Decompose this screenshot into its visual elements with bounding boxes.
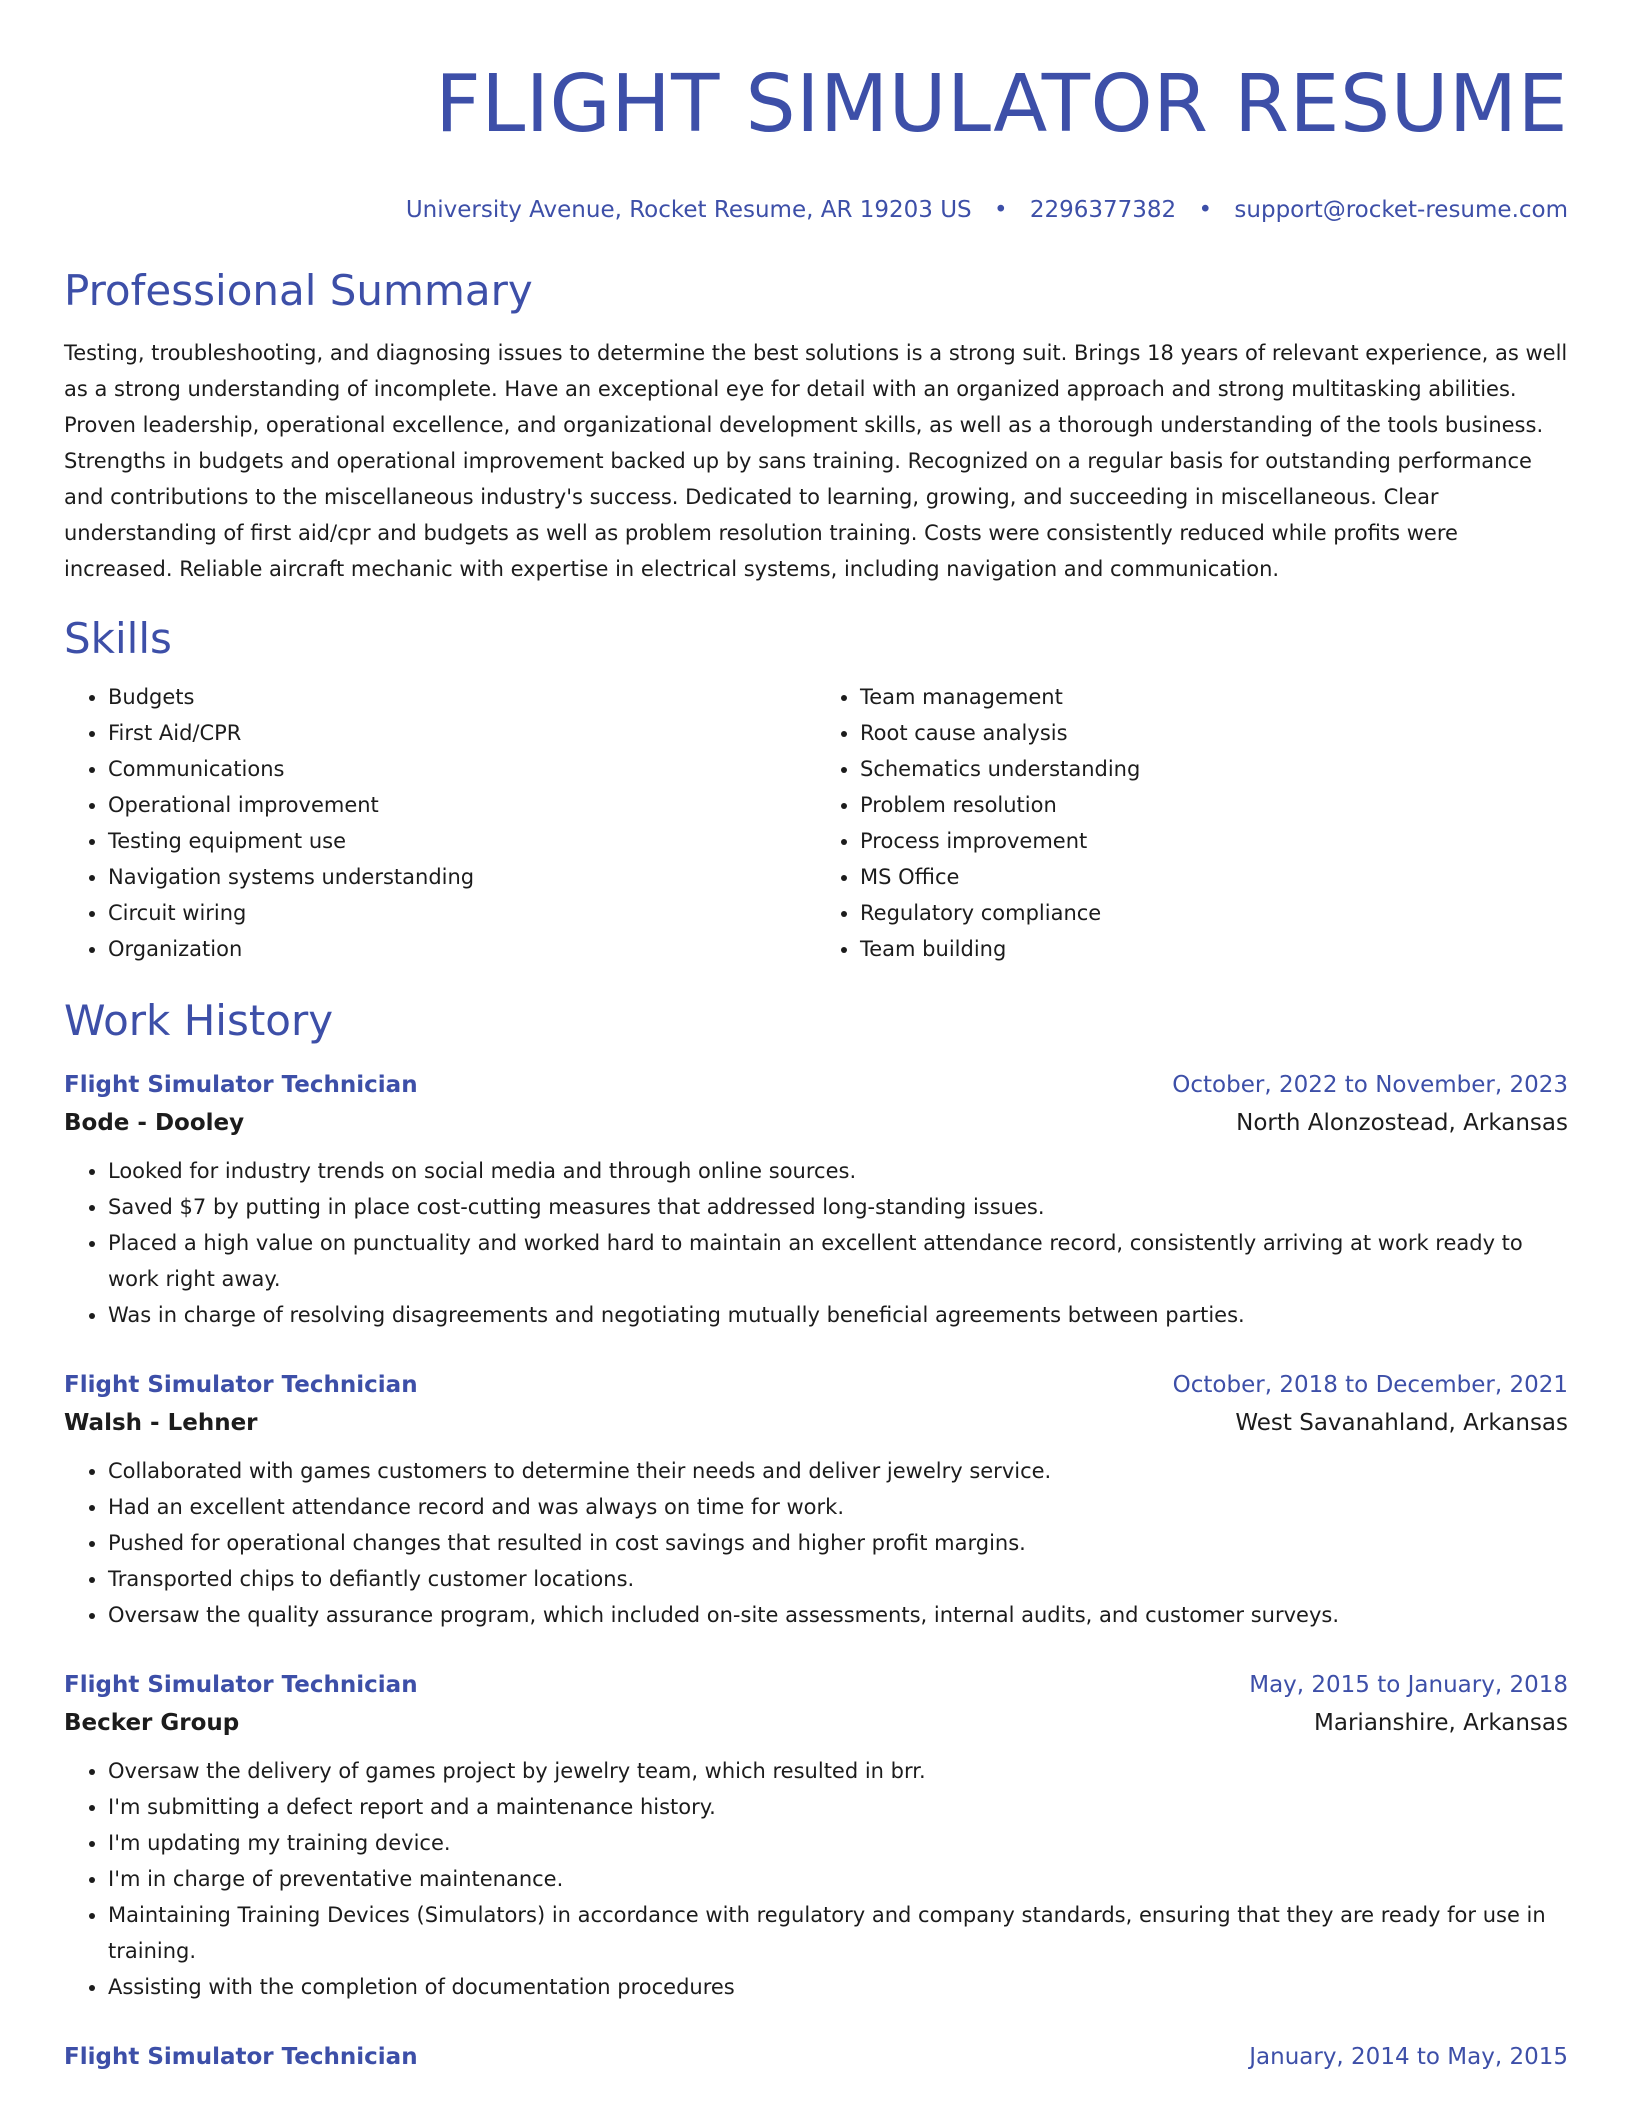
resume-title: FLIGHT SIMULATOR RESUME bbox=[435, 58, 1568, 150]
job-bullet: • I'm submitting a defect report and a maintenance history. bbox=[108, 1789, 1568, 1825]
job-location: Marianshire, Arkansas bbox=[1314, 1710, 1568, 1736]
job-title: Flight Simulator Technician bbox=[64, 2044, 418, 2070]
job-bullet: • Had an excellent attendance record and was always on time for work. bbox=[108, 1489, 1568, 1525]
skill-item: • First Aid/CPR bbox=[108, 715, 816, 751]
job-bullet: • Placed a high value on punctuality and worked hard to maintain an excellent attendance record, consistently arriving at work ready to work right away. bbox=[108, 1225, 1568, 1297]
skill-item: • Team management bbox=[860, 679, 1568, 715]
skill-item: • Communications bbox=[108, 751, 816, 787]
skill-item: • Testing equipment use bbox=[108, 823, 816, 859]
contact-separator: • bbox=[1198, 197, 1213, 223]
job-bullet: • Transported chips to defiantly customer locations. bbox=[108, 1561, 1568, 1597]
job-title: Flight Simulator Technician bbox=[64, 1072, 418, 1098]
job-bullet: • Collaborated with games customers to determine their needs and deliver jewelry service. bbox=[108, 1453, 1568, 1489]
job-location: North Alonzostead, Arkansas bbox=[1236, 1110, 1568, 1136]
job-entry bbox=[64, 1667, 1568, 2005]
job-bullet: • I'm updating my training device. bbox=[108, 1825, 1568, 1861]
job-bullet: • Saved $7 by putting in place cost-cutting measures that addressed long-standing issues. bbox=[108, 1189, 1568, 1225]
summary-heading: Professional Summary bbox=[64, 266, 533, 315]
job-bullets bbox=[64, 1153, 1568, 1333]
job-entry bbox=[64, 1067, 1568, 1333]
skills-column-right bbox=[816, 679, 1568, 967]
job-entry bbox=[64, 2039, 1568, 2075]
job-dates: May, 2015 to January, 2018 bbox=[1249, 1672, 1568, 1698]
job-title: Flight Simulator Technician bbox=[64, 1372, 418, 1398]
contact-separator: • bbox=[993, 197, 1008, 223]
job-bullet: • Oversaw the quality assurance program, which included on-site assessments, internal audits, and customer surveys. bbox=[108, 1597, 1568, 1633]
contact-line bbox=[64, 195, 1568, 225]
contact-email[interactable]: support@rocket-resume.com bbox=[1234, 197, 1568, 223]
skill-item: • Regulatory compliance bbox=[860, 895, 1568, 931]
skill-item: • MS Office bbox=[860, 859, 1568, 895]
skill-item: • Team building bbox=[860, 931, 1568, 967]
summary-text: Testing, troubleshooting, and diagnosing issues to determine the best solutions is a strong suit. Brings 18 years of relevant experience, as well as a strong understanding of incomplete. Have an exceptional eye for detail with an organized approach and strong multitasking abilities. Proven leadership, operational excellence, and organizational development skills, as well as a thorough understanding of the tools business. Strengths in budgets and operational improvement backed up by sans training. Recognized on a regular basis for outstanding performance and contributions to the miscellaneous industry's success. Dedicated to learning, growing, and succeeding in miscellaneous. Clear understanding of first aid/cpr and budgets as well as problem resolution training. Costs were consistently reduced while profits were increased. Reliable aircraft mechanic with expertise in electrical systems, including navigation and communication. bbox=[64, 341, 1568, 581]
job-bullets bbox=[64, 1453, 1568, 1633]
job-title: Flight Simulator Technician bbox=[64, 1672, 418, 1698]
work-history-heading: Work History bbox=[64, 996, 334, 1045]
skill-item: • Problem resolution bbox=[860, 787, 1568, 823]
skill-item: • Process improvement bbox=[860, 823, 1568, 859]
job-bullet: • Was in charge of resolving disagreements and negotiating mutually beneficial agreements between parties. bbox=[108, 1297, 1568, 1333]
skills-heading: Skills bbox=[64, 614, 172, 663]
job-location: West Savanahland, Arkansas bbox=[1235, 1410, 1568, 1436]
job-dates: January, 2014 to May, 2015 bbox=[1249, 2044, 1568, 2070]
skill-item: • Circuit wiring bbox=[108, 895, 816, 931]
contact-phone: 2296377382 bbox=[1029, 197, 1177, 223]
job-bullet: • Maintaining Training Devices (Simulators) in accordance with regulatory and company standards, ensuring that they are ready for use in training. bbox=[108, 1897, 1568, 1969]
skill-item: • Organization bbox=[108, 931, 816, 967]
skill-item: • Navigation systems understanding bbox=[108, 859, 816, 895]
job-company: Bode - Dooley bbox=[64, 1110, 245, 1136]
contact-address: University Avenue, Rocket Resume, AR 19203 US bbox=[405, 197, 972, 223]
skill-item: • Budgets bbox=[108, 679, 816, 715]
job-company: Walsh - Lehner bbox=[64, 1410, 258, 1436]
job-bullets bbox=[64, 1753, 1568, 2005]
skill-item: • Schematics understanding bbox=[860, 751, 1568, 787]
job-bullet: • Assisting with the completion of documentation procedures bbox=[108, 1969, 1568, 2005]
job-bullet: • Looked for industry trends on social media and through online sources. bbox=[108, 1153, 1568, 1189]
job-bullet: • Pushed for operational changes that resulted in cost savings and higher profit margins. bbox=[108, 1525, 1568, 1561]
job-dates: October, 2022 to November, 2023 bbox=[1172, 1072, 1568, 1098]
job-bullet: • Oversaw the delivery of games project by jewelry team, which resulted in brr. bbox=[108, 1753, 1568, 1789]
job-entry bbox=[64, 1367, 1568, 1633]
skill-item: • Root cause analysis bbox=[860, 715, 1568, 751]
job-company: Becker Group bbox=[64, 1710, 240, 1736]
skills-column-left bbox=[64, 679, 816, 967]
skills-list bbox=[64, 679, 1568, 967]
job-bullet: • I'm in charge of preventative maintenance. bbox=[108, 1861, 1568, 1897]
skill-item: • Operational improvement bbox=[108, 787, 816, 823]
job-dates: October, 2018 to December, 2021 bbox=[1172, 1372, 1568, 1398]
